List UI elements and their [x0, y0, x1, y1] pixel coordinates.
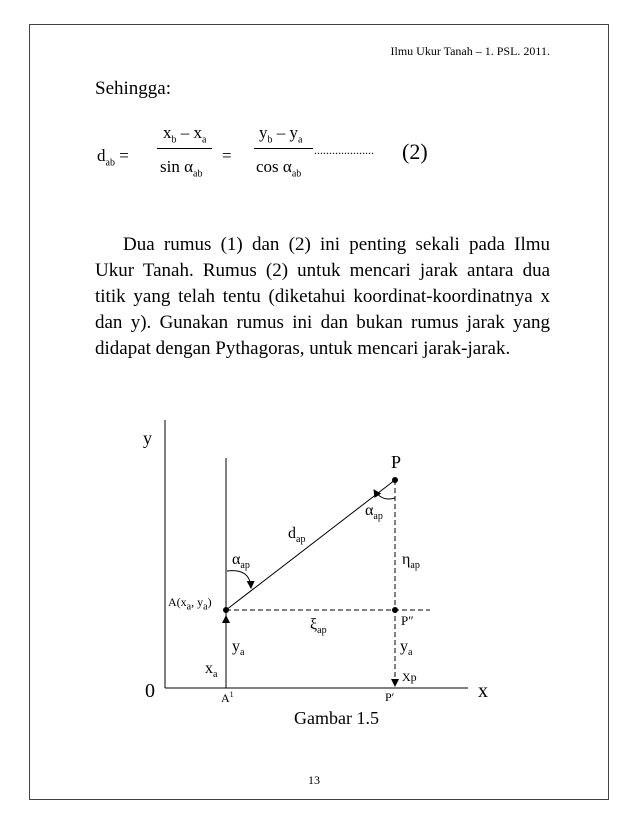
eq-numerator-2: $y_b - y_a$: [259, 123, 303, 146]
eq-number: (2): [402, 139, 428, 164]
xp-label: Xp: [402, 670, 417, 684]
eq-lhs: $d_{ab}$ =: [97, 146, 129, 169]
alpha-arc-p: [374, 490, 395, 499]
eq-denominator-1: $\sin \alpha_{ab}$: [160, 157, 203, 180]
point-a-label: $A(x_a$, $y_a$): [168, 595, 212, 613]
line-ap: [226, 480, 395, 610]
point-p-double-marker: [392, 607, 398, 613]
ya-label-a: $y_a$: [232, 638, 245, 659]
eq-numerator-1: $x_b - x_a$: [163, 123, 207, 146]
alpha-at-a: $\alpha_{ap}$: [232, 551, 250, 572]
point-a-marker: [223, 607, 229, 613]
a1-label: $A^1$: [221, 690, 234, 705]
running-header: Ilmu Ukur Tanah – 1. PSL. 2011.: [390, 44, 550, 58]
point-p-label: P: [391, 452, 402, 472]
origin-label: 0: [145, 680, 155, 702]
point-p-marker: [392, 477, 398, 483]
alpha-arc-a: [227, 571, 251, 588]
alpha-at-p: $\alpha_{ap}$: [365, 502, 383, 523]
eta-label: $\eta_{ap}$: [402, 551, 420, 572]
xa-label: $x_a$: [205, 660, 218, 681]
eq-equals: =: [222, 146, 232, 165]
xi-label: $\xi_{ap}$: [310, 616, 327, 637]
p-prime-label: P′: [385, 690, 395, 704]
ya-label-p: $y_a$: [400, 638, 413, 659]
y-axis-label: y: [143, 428, 152, 448]
distance-label: $d_{ap}$: [288, 525, 306, 546]
point-p-double-label: P″: [401, 613, 414, 628]
intro-text: Sehingga:: [95, 78, 171, 99]
figure-caption: Gambar 1.5: [294, 708, 379, 728]
page-number: 13: [308, 773, 320, 787]
eq-denominator-2: $\cos \alpha_{ab}$: [256, 157, 302, 180]
body-paragraph: Dua rumus (1) dan (2) ini penting sekali pada Ilmu Ukur Tanah. Rumus (2) untuk mencari jarak antara dua titik yang telah tentu (diketahui koordinat-koordinatnya x dan y). Gunakan rumus ini dan bukan rumus jarak yang didapat dengan Pythagoras, untuk mencari jarak-jarak.: [95, 234, 550, 359]
x-axis-label: x: [478, 680, 488, 702]
eq-dots: ....................: [314, 143, 374, 157]
